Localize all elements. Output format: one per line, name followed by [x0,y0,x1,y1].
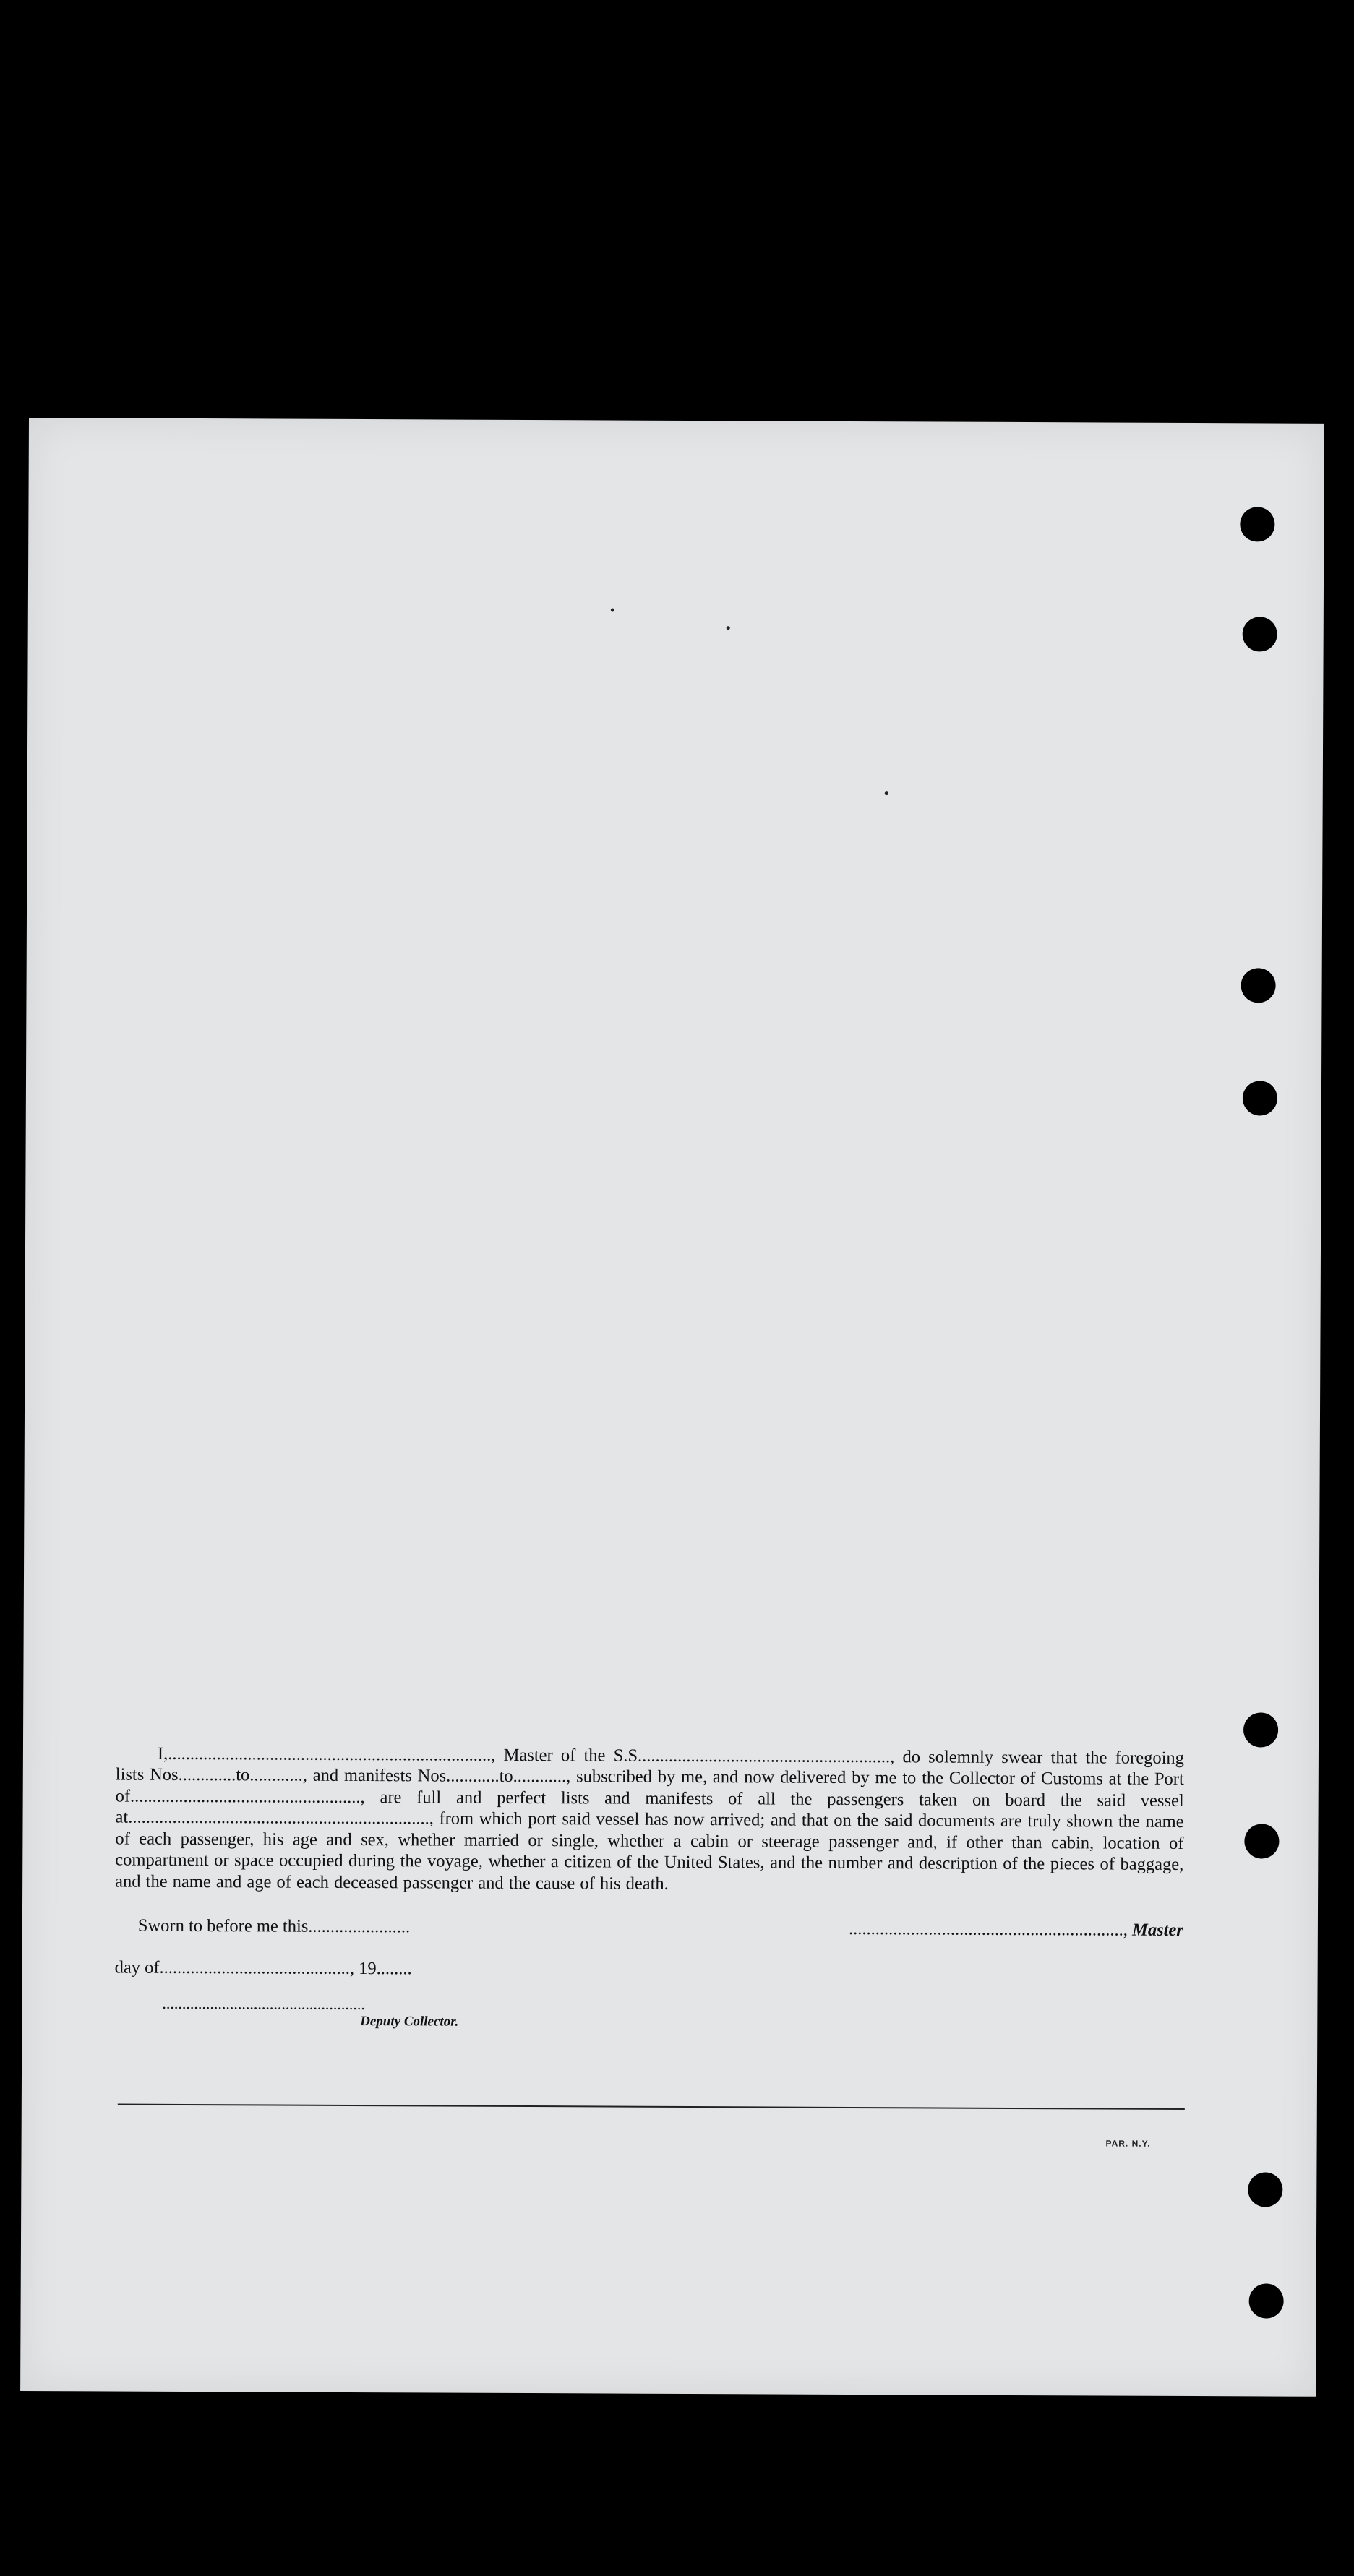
punch-hole [1248,2172,1282,2207]
speck [727,626,730,630]
punch-hole [1241,968,1275,1003]
bleed-through-header [245,505,1185,589]
sworn-to-before-me: Sworn to before me this....................... [137,1915,411,1937]
punch-hole [1243,1081,1277,1115]
master-label: Master [1132,1920,1183,1940]
manifest-back-page [20,418,1324,2397]
bottom-rule [118,2104,1185,2110]
deputy-collector-label: Deputy Collector. [360,2014,459,2030]
printer-mark: PAR. N.Y. [1105,2138,1151,2149]
master-signature-line [849,1919,1183,1941]
oath-paragraph: I,........................................................................., Master of the S.S........................................................., do solemnly swear that the foregoing lists Nos.............to............, and manifests Nos............to............, subscribed by me, and now delivered by me to the Collector of Customs at the Port of...................................................., are full and perfect lists and manifests of all the passengers taken on board the said vessel at...................................................................., from which port said vessel has now arrived; and that on the said documents are truly shown the name of each passenger, his age and sex, whether married or single, whether a cabin or steerage passenger and, if other than cabin, location of compartment or space occupied during the voyage, whether a citizen of the United States, and the number and description of the pieces of baggage, and the name and age of each deceased passenger and the cause of his death. [115,1743,1184,1894]
deputy-dots: ................................................... [162,1993,365,2014]
speck [611,609,614,612]
punch-hole [1240,507,1274,541]
deputy-collector-signature [162,1994,473,2030]
punch-hole [1243,617,1277,651]
master-dots: .............................................................., [849,1918,1128,1940]
sworn-row [115,1916,1183,1944]
punch-hole [1249,2283,1284,2318]
speck [885,791,888,795]
day-line: day of..........................................., 19........ [114,1957,412,1979]
punch-hole [1243,1712,1278,1747]
punch-hole [1244,1824,1279,1858]
